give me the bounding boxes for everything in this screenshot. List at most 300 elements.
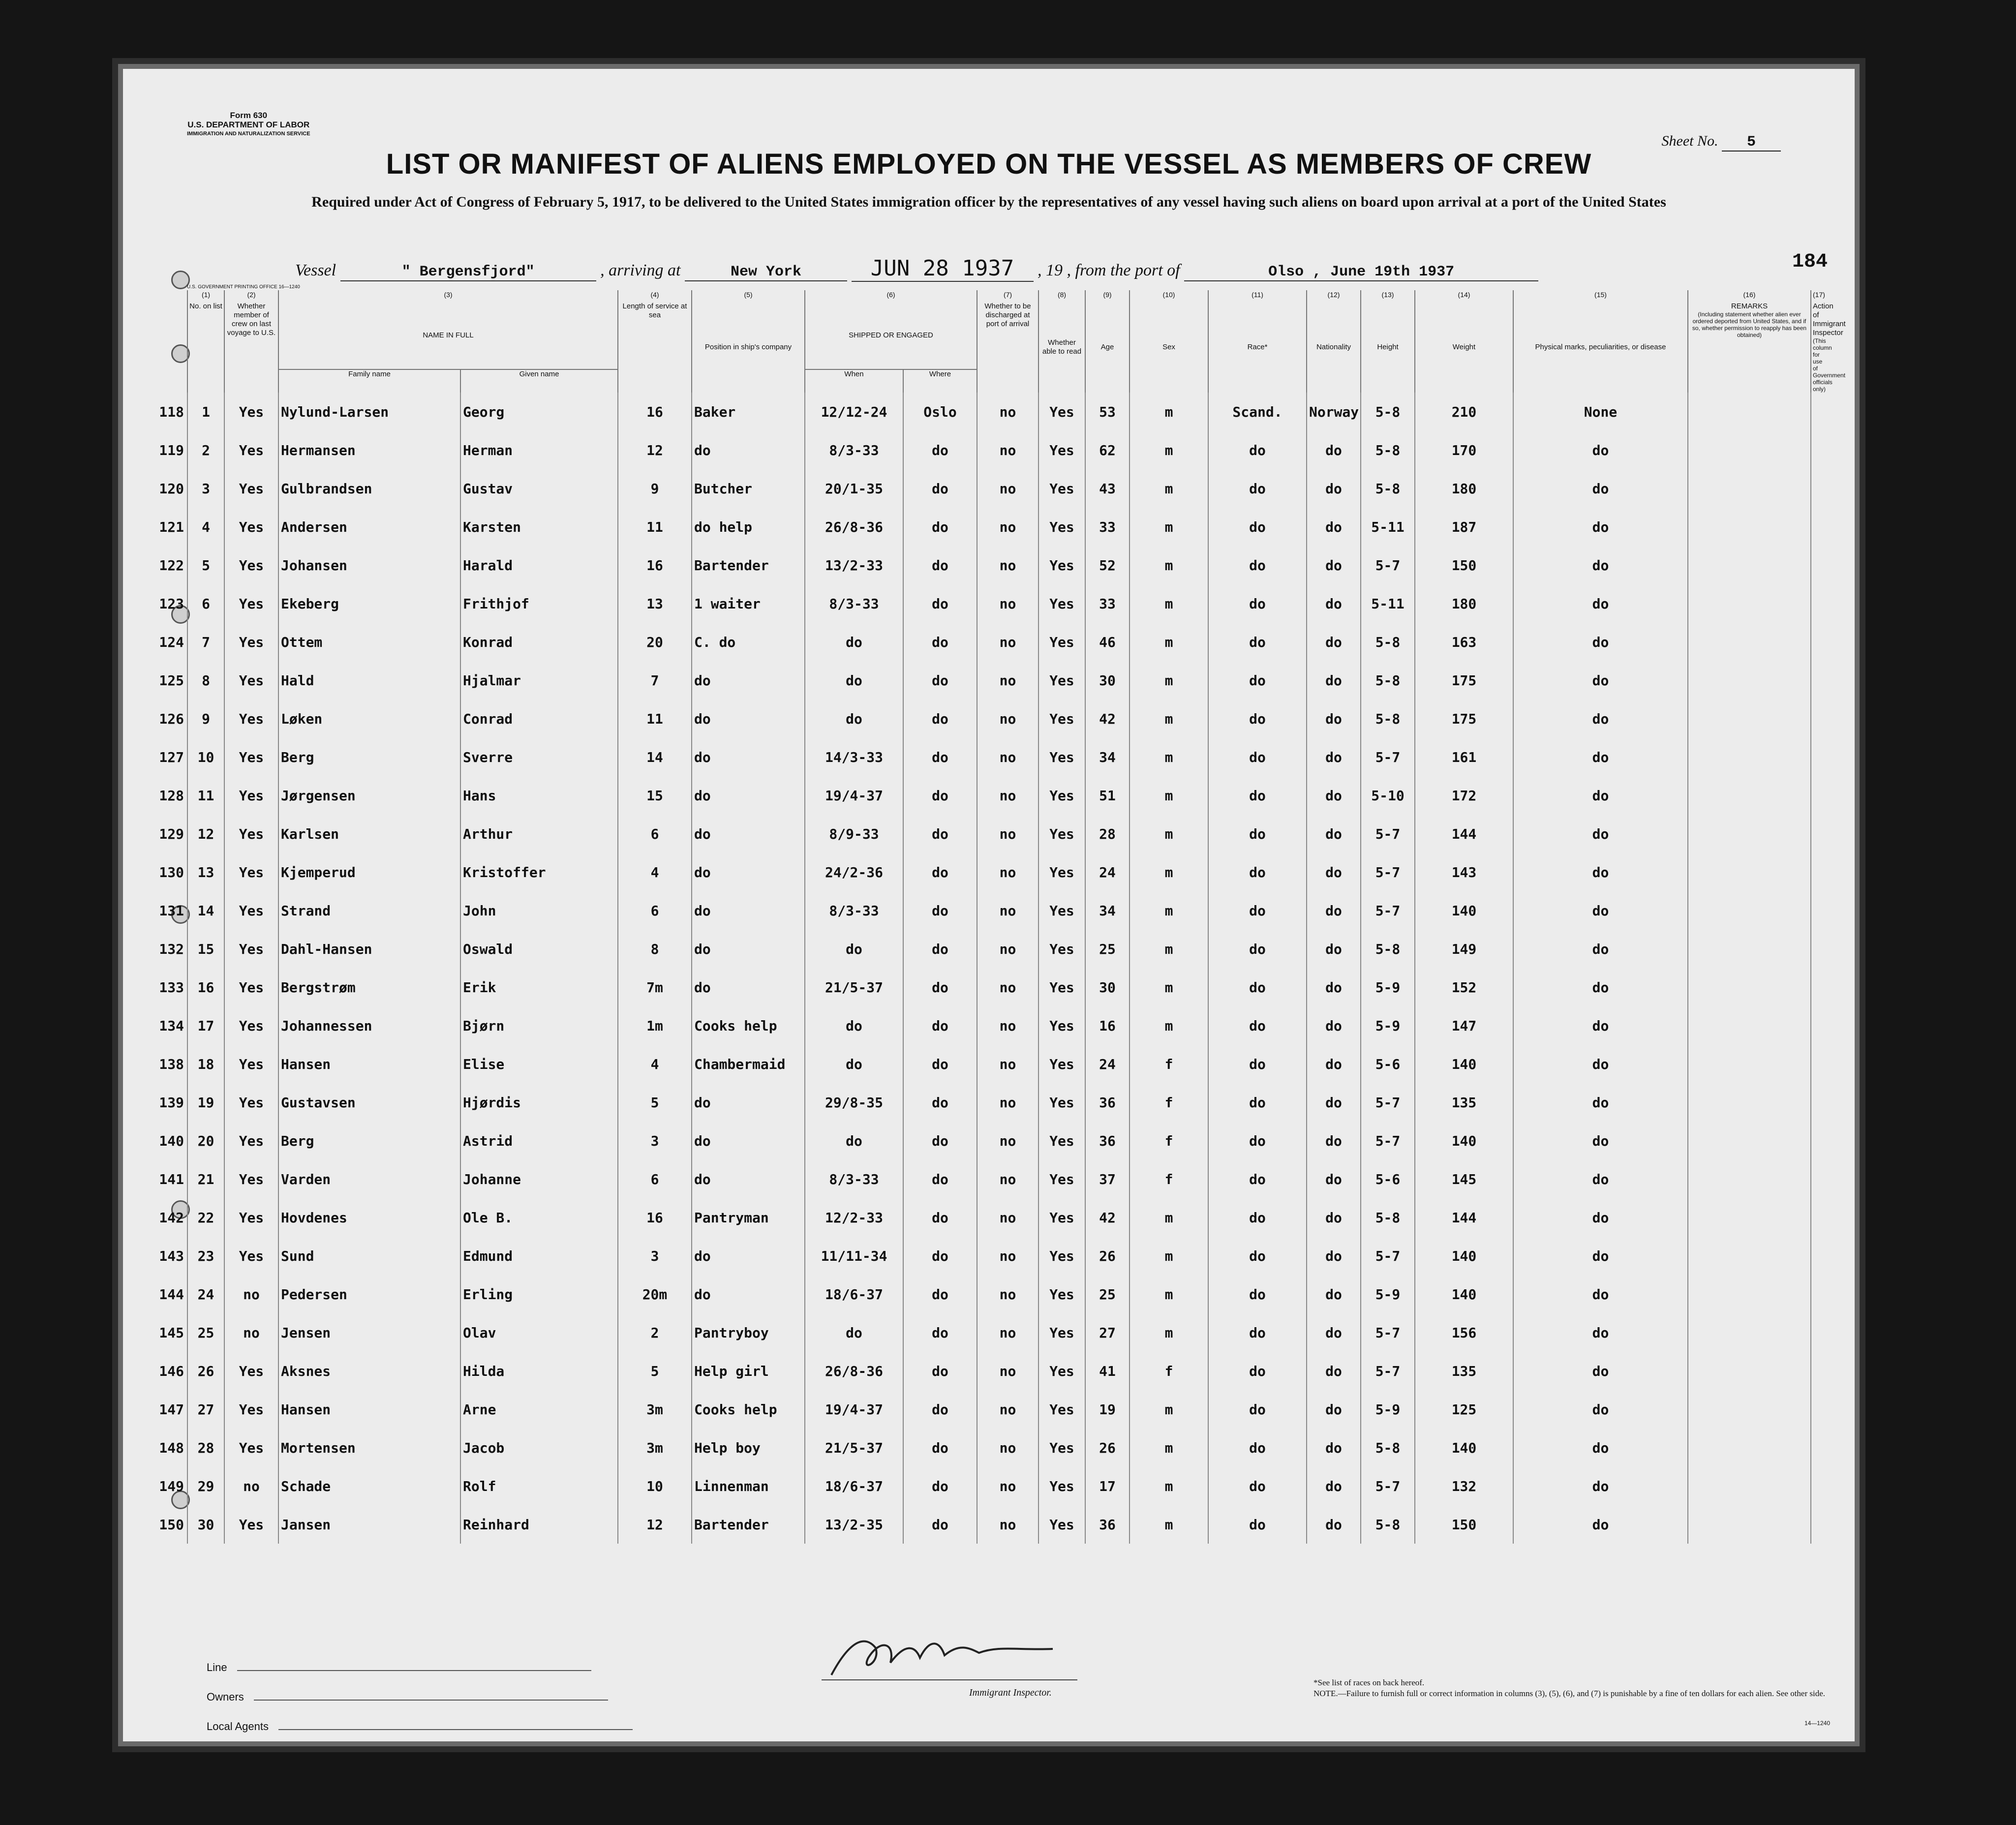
cell-race: do	[1208, 1160, 1307, 1198]
cell-remarks	[1688, 1313, 1811, 1352]
cell-sex: m	[1130, 393, 1208, 431]
sheet-label: Sheet No.	[1661, 133, 1718, 149]
cell-weight: 156	[1415, 1313, 1513, 1352]
cell-read: Yes	[1039, 393, 1085, 431]
cell-physical: do	[1513, 546, 1688, 584]
service: IMMIGRATION AND NATURALIZATION SERVICE	[187, 131, 310, 137]
cell-height: 5-7	[1361, 1083, 1415, 1122]
cell-length: 5	[618, 1352, 692, 1390]
cell-family: Gustavsen	[278, 1083, 460, 1122]
cell-height: 5-9	[1361, 1390, 1415, 1429]
cell-sex: m	[1130, 930, 1208, 968]
cell-last: Yes	[224, 738, 278, 776]
cell-sex: m	[1130, 968, 1208, 1006]
cell-race: do	[1208, 1505, 1307, 1544]
cell-no	[159, 815, 224, 853]
cell-given: Erik	[460, 968, 618, 1006]
cell-disch: no	[977, 1045, 1039, 1083]
cell-position: do	[692, 853, 805, 891]
cell-weight: 147	[1415, 1006, 1513, 1045]
cell-position: Bartender	[692, 546, 805, 584]
cell-sex: m	[1130, 891, 1208, 930]
margin-row-number: 129	[159, 825, 184, 842]
cell-given: Rolf	[460, 1467, 618, 1505]
cell-where: do	[903, 1160, 977, 1198]
arriving-label: , arriving at	[600, 261, 681, 279]
cell-read: Yes	[1039, 853, 1085, 891]
cell-read: Yes	[1039, 968, 1085, 1006]
cell-read: Yes	[1039, 1160, 1085, 1198]
cell-remarks	[1688, 1083, 1811, 1122]
cell-read: Yes	[1039, 1045, 1085, 1083]
cell-nat: do	[1307, 700, 1361, 738]
cell-remarks	[1688, 508, 1811, 546]
owners-field	[207, 1682, 633, 1712]
cell-when: 21/5-37	[805, 1429, 903, 1467]
cell-length: 11	[618, 508, 692, 546]
cell-remarks	[1688, 623, 1811, 661]
cell-read: Yes	[1039, 1275, 1085, 1313]
cell-physical: do	[1513, 1467, 1688, 1505]
inspector-signature	[822, 1628, 1077, 1682]
cell-disch: no	[977, 776, 1039, 815]
table-row	[187, 431, 1811, 469]
cell-where: do	[903, 1390, 977, 1429]
cell-age: 25	[1085, 930, 1130, 968]
cell-no	[159, 584, 224, 623]
list-number: 5	[202, 557, 210, 574]
header-weight: Weight	[1415, 302, 1513, 393]
cell-disch: no	[977, 393, 1039, 431]
margin-row-number: 131	[159, 902, 184, 919]
cell-last: Yes	[224, 1198, 278, 1237]
table-row	[187, 469, 1811, 508]
cell-given: Conrad	[460, 700, 618, 738]
cell-sex: m	[1130, 853, 1208, 891]
cell-family: Hermansen	[278, 431, 460, 469]
cell-physical: do	[1513, 584, 1688, 623]
cell-no	[159, 1505, 224, 1544]
cell-given: Gustav	[460, 469, 618, 508]
cell-nat: do	[1307, 623, 1361, 661]
margin-row-number: 124	[159, 634, 184, 650]
cell-read: Yes	[1039, 584, 1085, 623]
cell-age: 25	[1085, 1275, 1130, 1313]
cell-where: do	[903, 1083, 977, 1122]
list-number: 19	[197, 1094, 214, 1111]
header-position: Position in ship's company	[692, 302, 805, 393]
cell-height: 5-8	[1361, 469, 1415, 508]
cell-length: 9	[618, 469, 692, 508]
cell-height: 5-8	[1361, 930, 1415, 968]
cell-last: Yes	[224, 1083, 278, 1122]
cell-position: Pantryboy	[692, 1313, 805, 1352]
cell-race: Scand.	[1208, 393, 1307, 431]
cell-where: do	[903, 623, 977, 661]
cell-disch: no	[977, 469, 1039, 508]
column-number-row: (1) (2) (3) (4) (5) (6) (7) (8) (9) (10) (11) (12) (13) (14) (15) (16) (17)	[187, 290, 1811, 302]
cell-weight: 149	[1415, 930, 1513, 968]
col-num: (16)	[1688, 290, 1811, 302]
list-number: 20	[197, 1132, 214, 1149]
cell-age: 26	[1085, 1429, 1130, 1467]
cell-length: 11	[618, 700, 692, 738]
cell-no	[159, 1083, 224, 1122]
cell-read: Yes	[1039, 661, 1085, 700]
gpo-line: U.S. GOVERNMENT PRINTING OFFICE 16—1240	[187, 284, 300, 290]
cell-race: do	[1208, 776, 1307, 815]
cell-given: Frithjof	[460, 584, 618, 623]
cell-weight: 135	[1415, 1352, 1513, 1390]
cell-age: 53	[1085, 393, 1130, 431]
cell-given: Kristoffer	[460, 853, 618, 891]
cell-when: do	[805, 1045, 903, 1083]
cell-height: 5-8	[1361, 661, 1415, 700]
margin-row-number: 150	[159, 1516, 184, 1533]
cell-where: do	[903, 1505, 977, 1544]
cell-disch: no	[977, 1160, 1039, 1198]
cell-height: 5-6	[1361, 1160, 1415, 1198]
cell-nat: do	[1307, 661, 1361, 700]
cell-race: do	[1208, 469, 1307, 508]
cell-nat: do	[1307, 1505, 1361, 1544]
cell-family: Berg	[278, 1122, 460, 1160]
cell-family: Mortensen	[278, 1429, 460, 1467]
cell-nat: do	[1307, 776, 1361, 815]
cell-last: Yes	[224, 930, 278, 968]
list-number: 16	[197, 979, 214, 996]
cell-last: Yes	[224, 1045, 278, 1083]
agents-field	[207, 1712, 633, 1741]
cell-length: 12	[618, 1505, 692, 1544]
cell-sex: m	[1130, 1429, 1208, 1467]
cell-race: do	[1208, 1237, 1307, 1275]
cell-disch: no	[977, 623, 1039, 661]
cell-sex: m	[1130, 776, 1208, 815]
cell-disch: no	[977, 853, 1039, 891]
table-row	[187, 1313, 1811, 1352]
cell-last: Yes	[224, 431, 278, 469]
table-row	[187, 1006, 1811, 1045]
agents-blank	[278, 1729, 633, 1730]
cell-length: 15	[618, 776, 692, 815]
vessel-label: Vessel	[295, 261, 336, 279]
cell-remarks	[1688, 700, 1811, 738]
cell-where: do	[903, 968, 977, 1006]
cell-remarks	[1688, 738, 1811, 776]
cell-weight: 161	[1415, 738, 1513, 776]
cell-position: do	[692, 431, 805, 469]
cell-read: Yes	[1039, 738, 1085, 776]
cell-physical: do	[1513, 968, 1688, 1006]
cell-remarks	[1688, 1160, 1811, 1198]
cell-when: 11/11-34	[805, 1237, 903, 1275]
cell-nat: do	[1307, 738, 1361, 776]
table-row	[187, 700, 1811, 738]
cell-where: do	[903, 546, 977, 584]
cell-race: do	[1208, 1275, 1307, 1313]
cell-height: 5-7	[1361, 546, 1415, 584]
table-row	[187, 815, 1811, 853]
cell-weight: 210	[1415, 393, 1513, 431]
cell-length: 7	[618, 661, 692, 700]
col-num: (8)	[1039, 290, 1085, 302]
from-label: , from the port of	[1067, 261, 1180, 279]
table-row	[187, 584, 1811, 623]
cell-weight: 140	[1415, 1045, 1513, 1083]
cell-when: do	[805, 930, 903, 968]
list-number: 21	[197, 1171, 214, 1187]
cell-age: 34	[1085, 738, 1130, 776]
cell-last: Yes	[224, 1505, 278, 1544]
header-family-name: Family name	[278, 369, 460, 393]
cell-last: Yes	[224, 1122, 278, 1160]
cell-position: do	[692, 968, 805, 1006]
margin-row-number: 125	[159, 672, 184, 689]
inspector-label: Immigrant Inspector.	[969, 1687, 1052, 1698]
table-row	[187, 853, 1811, 891]
cell-height: 5-8	[1361, 1429, 1415, 1467]
table-row	[187, 1122, 1811, 1160]
cell-sex: m	[1130, 661, 1208, 700]
cell-family: Schade	[278, 1467, 460, 1505]
cell-length: 4	[618, 853, 692, 891]
cell-remarks	[1688, 1006, 1811, 1045]
vessel-line	[295, 251, 1828, 281]
cell-when: 18/6-37	[805, 1275, 903, 1313]
cell-disch: no	[977, 1275, 1039, 1313]
cell-weight: 132	[1415, 1467, 1513, 1505]
cell-where: do	[903, 1467, 977, 1505]
table-row	[187, 1160, 1811, 1198]
cell-weight: 150	[1415, 546, 1513, 584]
owners-blank	[254, 1700, 608, 1701]
cell-length: 4	[618, 1045, 692, 1083]
page-title: LIST OR MANIFEST OF ALIENS EMPLOYED ON THE VESSEL AS MEMBERS OF CREW	[386, 148, 1592, 180]
cell-family: Jansen	[278, 1505, 460, 1544]
list-number: 6	[202, 595, 210, 612]
header-where: Where	[903, 369, 977, 393]
col-num: (7)	[977, 290, 1039, 302]
cell-disch: no	[977, 1122, 1039, 1160]
cell-read: Yes	[1039, 469, 1085, 508]
cell-family: Berg	[278, 738, 460, 776]
cell-family: Løken	[278, 700, 460, 738]
col-num: (11)	[1208, 290, 1307, 302]
cell-last: Yes	[224, 853, 278, 891]
cell-given: Olav	[460, 1313, 618, 1352]
department: U.S. DEPARTMENT OF LABOR	[187, 120, 310, 129]
cell-sex: m	[1130, 815, 1208, 853]
list-number: 25	[197, 1324, 214, 1341]
cell-remarks	[1688, 1237, 1811, 1275]
cell-disch: no	[977, 546, 1039, 584]
cell-weight: 140	[1415, 1237, 1513, 1275]
cell-when: 24/2-36	[805, 853, 903, 891]
cell-race: do	[1208, 815, 1307, 853]
cell-weight: 140	[1415, 1429, 1513, 1467]
cell-disch: no	[977, 1390, 1039, 1429]
cell-height: 5-10	[1361, 776, 1415, 815]
cell-read: Yes	[1039, 891, 1085, 930]
margin-row-number: 134	[159, 1017, 184, 1034]
cell-family: Hansen	[278, 1045, 460, 1083]
margin-row-number: 130	[159, 864, 184, 881]
cell-last: Yes	[224, 623, 278, 661]
cell-position: do	[692, 930, 805, 968]
list-number: 18	[197, 1056, 214, 1072]
cell-nat: do	[1307, 1237, 1361, 1275]
cell-last: no	[224, 1467, 278, 1505]
margin-row-number: 139	[159, 1094, 184, 1111]
header-physical: Physical marks, peculiarities, or disease	[1513, 302, 1688, 393]
cell-weight: 152	[1415, 968, 1513, 1006]
table-row	[187, 393, 1811, 431]
cell-read: Yes	[1039, 623, 1085, 661]
cell-given: Karsten	[460, 508, 618, 546]
cell-read: Yes	[1039, 1122, 1085, 1160]
cell-last: Yes	[224, 776, 278, 815]
cell-given: Konrad	[460, 623, 618, 661]
cell-last: Yes	[224, 815, 278, 853]
cell-physical: do	[1513, 661, 1688, 700]
cell-no	[159, 1160, 224, 1198]
cell-given: Arne	[460, 1390, 618, 1429]
cell-family: Aksnes	[278, 1352, 460, 1390]
margin-row-number: 133	[159, 979, 184, 996]
cell-race: do	[1208, 700, 1307, 738]
line-field	[207, 1653, 633, 1682]
cell-disch: no	[977, 1467, 1039, 1505]
cell-last: Yes	[224, 1006, 278, 1045]
cell-length: 3m	[618, 1429, 692, 1467]
table-row	[187, 1505, 1811, 1544]
cell-sex: m	[1130, 1006, 1208, 1045]
cell-age: 34	[1085, 891, 1130, 930]
cell-no	[159, 776, 224, 815]
cell-remarks	[1688, 853, 1811, 891]
cell-disch: no	[977, 815, 1039, 853]
header-given-name: Given name	[460, 369, 618, 393]
cell-age: 36	[1085, 1083, 1130, 1122]
cell-length: 16	[618, 546, 692, 584]
cell-where: do	[903, 469, 977, 508]
cell-disch: no	[977, 1237, 1039, 1275]
cell-given: Herman	[460, 431, 618, 469]
cell-when: 8/3-33	[805, 584, 903, 623]
col-num: (14)	[1415, 290, 1513, 302]
margin-row-number: 128	[159, 787, 184, 804]
cell-read: Yes	[1039, 930, 1085, 968]
cell-where: do	[903, 1352, 977, 1390]
cell-given: Reinhard	[460, 1505, 618, 1544]
cell-no	[159, 1352, 224, 1390]
cell-where: do	[903, 1198, 977, 1237]
cell-no	[159, 1237, 224, 1275]
cell-remarks	[1688, 891, 1811, 930]
cell-family: Hald	[278, 661, 460, 700]
cell-family: Gulbrandsen	[278, 469, 460, 508]
cell-age: 24	[1085, 1045, 1130, 1083]
cell-sex: f	[1130, 1352, 1208, 1390]
cell-remarks	[1688, 546, 1811, 584]
cell-sex: m	[1130, 584, 1208, 623]
cell-height: 5-7	[1361, 1467, 1415, 1505]
cell-height: 5-11	[1361, 584, 1415, 623]
list-number: 7	[202, 634, 210, 650]
margin-row-number: 127	[159, 749, 184, 765]
cell-where: do	[903, 815, 977, 853]
cell-given: Hjalmar	[460, 661, 618, 700]
margin-row-number: 141	[159, 1171, 184, 1187]
cell-when: 12/12-24	[805, 393, 903, 431]
cell-where: do	[903, 508, 977, 546]
cell-weight: 125	[1415, 1390, 1513, 1429]
cell-remarks	[1688, 1122, 1811, 1160]
arriving-port: New York	[685, 264, 847, 281]
cell-disch: no	[977, 431, 1039, 469]
header-race: Race*	[1208, 302, 1307, 393]
cell-physical: do	[1513, 1083, 1688, 1122]
table-row	[187, 1429, 1811, 1467]
cell-when: 20/1-35	[805, 469, 903, 508]
cell-family: Hovdenes	[278, 1198, 460, 1237]
from-port: Olso , June 19th 1937	[1184, 264, 1538, 281]
cell-no	[159, 661, 224, 700]
cell-race: do	[1208, 1122, 1307, 1160]
header-nationality: Nationality	[1307, 302, 1361, 393]
cell-read: Yes	[1039, 1429, 1085, 1467]
cell-physical: do	[1513, 853, 1688, 891]
cell-no	[159, 431, 224, 469]
cell-position: do	[692, 1275, 805, 1313]
cell-nat: do	[1307, 1390, 1361, 1429]
header-age: Age	[1085, 302, 1130, 393]
cell-no	[159, 1198, 224, 1237]
list-number: 14	[197, 902, 214, 919]
table-row	[187, 1275, 1811, 1313]
cell-remarks	[1688, 1505, 1811, 1544]
cell-race: do	[1208, 1006, 1307, 1045]
header-able-to-read: Whether able to read	[1039, 302, 1085, 393]
page-subtitle: Required under Act of Congress of February 5, 1917, to be delivered to the United States immigration officer by the representatives of any vessel having such aliens on board upon arrival at a port of the United States	[311, 194, 1666, 210]
cell-when: 12/2-33	[805, 1198, 903, 1237]
cell-position: Help girl	[692, 1352, 805, 1390]
cell-no	[159, 469, 224, 508]
cell-age: 36	[1085, 1505, 1130, 1544]
cell-physical: do	[1513, 469, 1688, 508]
cell-age: 46	[1085, 623, 1130, 661]
cell-given: Sverre	[460, 738, 618, 776]
cell-family: Varden	[278, 1160, 460, 1198]
cell-given: Elise	[460, 1045, 618, 1083]
col-num: (10)	[1130, 290, 1208, 302]
cell-disch: no	[977, 738, 1039, 776]
cell-nat: do	[1307, 1083, 1361, 1122]
cell-age: 26	[1085, 1237, 1130, 1275]
cell-race: do	[1208, 930, 1307, 968]
form-number: Form 630	[230, 111, 268, 120]
header-shipped: SHIPPED OR ENGAGED	[805, 302, 977, 369]
owners-label: Owners	[207, 1691, 244, 1703]
cell-given: Georg	[460, 393, 618, 431]
cell-height: 5-7	[1361, 815, 1415, 853]
form-header-block	[187, 111, 310, 139]
cell-remarks	[1688, 1467, 1811, 1505]
col-num: (3)	[278, 290, 618, 302]
list-number: 12	[197, 825, 214, 842]
cell-nat: do	[1307, 853, 1361, 891]
